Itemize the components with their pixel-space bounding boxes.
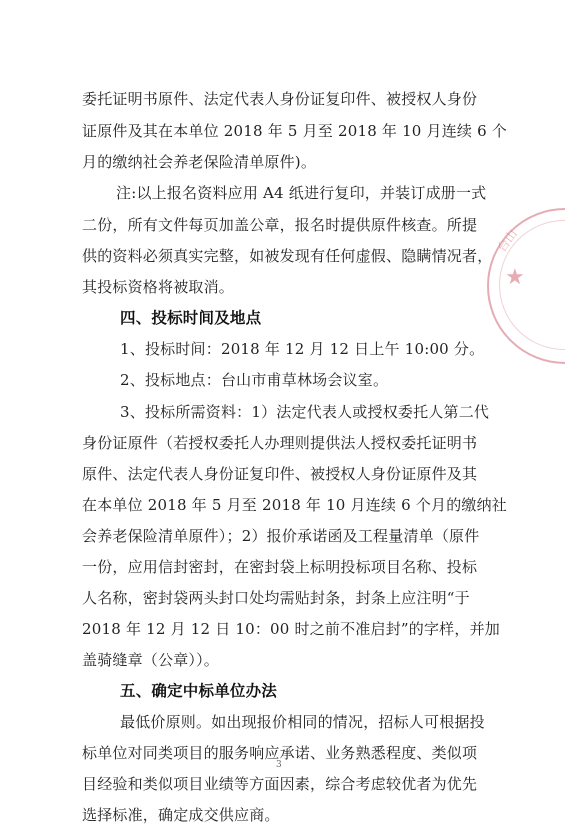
note-line: 二份，所有文件每页加盖公章，报名时提供原件核查。所提 (82, 216, 478, 234)
bid-materials-line: 身份证原件（若授权委托人办理则提供法人授权委托证明书 (82, 434, 478, 452)
bid-materials-line: 一份，应用信封密封，在密封袋上标明投标项目名称、投标 (82, 558, 478, 576)
paragraph-line: 证原件及其在本单位 2018 年 5 月至 2018 年 10 月连续 6 个 (82, 122, 508, 140)
bid-materials-line: 会养老保险清单原件）；2）报价承诺函及工程量清单（原件 (82, 527, 480, 545)
bid-time-line: 1、投标时间：2018 年 12 月 12 日上午 10:00 分。 (120, 340, 485, 358)
seal-inner-ring (499, 220, 565, 350)
section-heading-bid-time-place: 四、投标时间及地点 (120, 309, 262, 327)
section-heading-award-method: 五、确定中标单位办法 (120, 682, 278, 700)
award-method-line: 最低价原则。如出现报价相同的情况，招标人可根据投 (120, 713, 485, 731)
note-line: 其投标资格将被取消。 (82, 278, 235, 296)
bid-materials-line: 2018 年 12 月 12 日 10：00 时之前不准启封”的字样，并加 (82, 620, 500, 638)
paragraph-line: 委托证明书原件、法定代表人身份证复印件、被授权人身份 (82, 90, 478, 108)
bid-materials-line: 3、投标所需资料：1）法定代表人或授权委托人第二代 (120, 403, 490, 421)
bid-place-line: 2、投标地点：台山市甫草林场会议室。 (120, 371, 389, 389)
award-method-line: 选择标准，确定成交供应商。 (82, 806, 280, 824)
page-number: 3 (276, 760, 282, 770)
official-seal-stamp (487, 208, 565, 364)
seal-star-icon: ★ (505, 265, 525, 290)
note-line: 注:以上报名资料应用 A4 纸进行复印，并装订成册一式 (116, 184, 487, 202)
bid-materials-line: 盖骑缝章（公章））。 (82, 651, 220, 669)
bid-materials-line: 在本单位 2018 年 5 月至 2018 年 10 月连续 6 个月的缴纳社 (82, 496, 508, 514)
seal-text: 台山 (494, 226, 521, 255)
bid-materials-line: 原件、法定代表人身份证复印件、被授权人身份证原件及其 (82, 465, 478, 483)
paragraph-line: 月的缴纳社会养老保险清单原件)。 (82, 153, 317, 171)
award-method-line: 目经验和类似项目业绩等方面因素，综合考虑较优者为优先 (82, 775, 478, 793)
bid-materials-line: 人名称，密封袋两头封口处均需贴封条，封条上应注明“于 (82, 589, 470, 607)
award-method-line: 标单位对同类项目的服务响应承诺、业务熟悉程度、类似项 (82, 744, 478, 762)
note-line: 供的资料必须真实完整，如被发现有任何虚假、隐瞒情况者， (82, 247, 493, 265)
